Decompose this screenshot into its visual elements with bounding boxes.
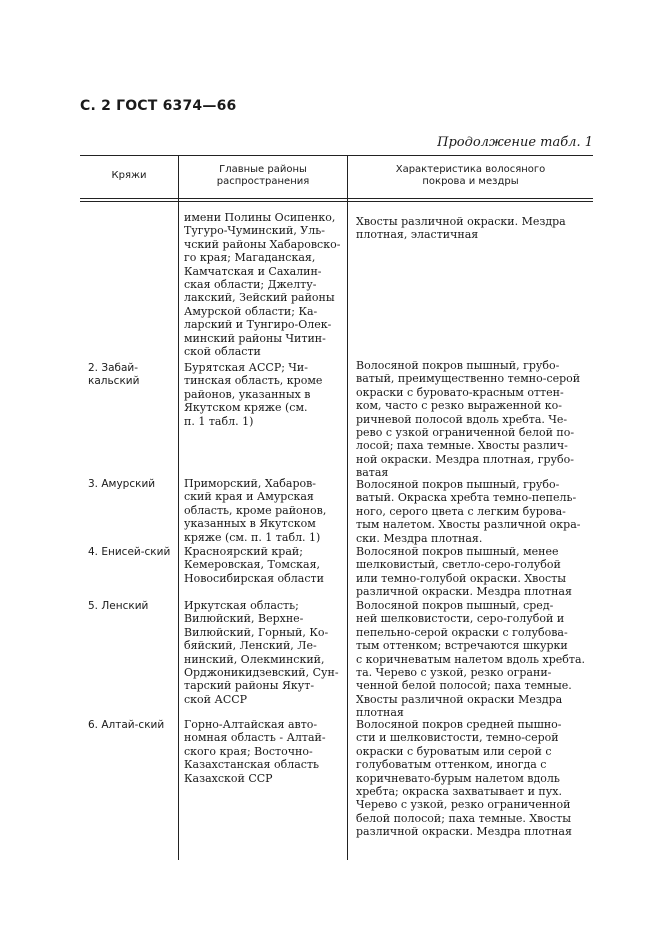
region-name-line: 2. Забай- xyxy=(88,362,139,374)
region-name xyxy=(88,719,176,732)
fur-description-line: различной окраски. Мездра плотная xyxy=(356,585,572,599)
distribution-areas-line: область, кроме районов, xyxy=(184,503,327,517)
fur-description-line: рево с узкой ограниченной белой по- xyxy=(356,426,575,440)
distribution-areas-line: ского края; Восточно- xyxy=(184,744,313,758)
fur-description-line: ватый, преимущественно темно-серой xyxy=(356,372,581,386)
distribution-areas-line: ская области; Джелту- xyxy=(184,278,317,292)
fur-description-line: белой полосой; паха темные. Хвосты xyxy=(356,811,571,825)
distribution-areas-line: го края; Магаданская, xyxy=(184,251,316,265)
distribution-areas-line: Казахской ССР xyxy=(184,771,273,785)
distribution-areas-line: Бурятская АССР; Чи- xyxy=(184,361,308,374)
distribution-areas xyxy=(184,211,344,358)
region-name xyxy=(88,478,176,491)
header-bottom-rule xyxy=(80,198,593,199)
fur-description-line: ной окраски. Мездра плотная, грубо- xyxy=(356,452,574,466)
fur-description-line: Волосяной покров пышный, менее xyxy=(356,545,559,558)
distribution-areas-line: имени Полины Осипенко, xyxy=(184,211,336,224)
distribution-areas-line: ский края и Амурская xyxy=(184,490,314,504)
region-name-line: 4. Енисей- xyxy=(88,546,145,558)
fur-description-line: тым оттенком; встречаются шкурки xyxy=(356,639,568,653)
fur-description-line: плотная, эластичная xyxy=(356,228,479,242)
fur-description-line: с коричневатым налетом вдоль хребта. xyxy=(356,652,586,666)
fur-description-line: Волосяной покров пышный, сред- xyxy=(356,599,554,612)
fur-description-line: различной окраски. Мездра плотная xyxy=(356,825,572,839)
distribution-areas-line: Амурской области; Ка- xyxy=(184,304,318,318)
fur-description-line: та. Черево с узкой, резко ограни- xyxy=(356,666,552,680)
region-name-line: ский xyxy=(138,719,165,731)
distribution-areas-line: Орджоникидзевский, Сун- xyxy=(184,666,339,680)
fur-description-line: Волосяной покров пышный, грубо- xyxy=(356,478,560,491)
distribution-areas-line: Иркутская область; xyxy=(184,599,299,612)
column-header-line: Характеристика волосяного xyxy=(395,164,546,175)
fur-description-line: ватый. Окраска хребта темно-пепель- xyxy=(356,491,577,505)
distribution-areas-line: бяйский, Ленский, Ле- xyxy=(184,639,317,653)
fur-description-line: хребта; окраска захватывает и пух. xyxy=(356,785,562,799)
region-name-line: 3. Амурский xyxy=(88,478,156,490)
distribution-areas-line: Приморский, Хабаров- xyxy=(184,477,317,490)
fur-description-line: или темно-голубой окраски. Хвосты xyxy=(356,571,566,585)
distribution-areas-line: Якутском кряже (см. xyxy=(184,401,308,415)
distribution-areas xyxy=(184,361,344,428)
fur-description-line: ком, часто с резко выраженной ко- xyxy=(356,399,562,413)
distribution-areas xyxy=(184,718,344,785)
region-name-line: 6. Алтай- xyxy=(88,719,139,731)
fur-description xyxy=(356,599,592,720)
fur-description xyxy=(356,215,592,242)
distribution-areas-line: номная область - Алтай- xyxy=(184,731,326,745)
region-name xyxy=(88,600,176,613)
fur-description-line: ней шелковистости, серо-голубой и xyxy=(356,612,565,626)
distribution-areas-line: лакский, Зейский районы xyxy=(184,291,335,305)
distribution-areas-line: ской АССР xyxy=(184,692,248,706)
distribution-areas-line: районов, указанных в xyxy=(184,387,311,401)
fur-description xyxy=(356,545,592,599)
fur-description-line: голубоватым оттенком, иногда с xyxy=(356,758,547,772)
fur-description-line: ски. Мездра плотная. xyxy=(356,531,483,545)
fur-description-line: Хвосты различной окраски. Мездра xyxy=(356,215,566,228)
column-divider-1 xyxy=(178,155,179,860)
distribution-areas-line: Кемеровская, Томская, xyxy=(184,558,321,572)
fur-description-line: Волосяной покров пышный, грубо- xyxy=(356,359,560,372)
fur-description-line: тым налетом. Хвосты различной окра- xyxy=(356,518,581,532)
distribution-areas-line: минский районы Читин- xyxy=(184,331,326,345)
column-header-line: Главные районы xyxy=(219,164,307,175)
fur-description xyxy=(356,478,592,545)
page-header: С. 2 ГОСТ 6374—66 xyxy=(80,98,237,114)
fur-description-line: коричневато-бурым налетом вдоль xyxy=(356,771,560,785)
fur-description-line: лосой; паха темные. Хвосты различ- xyxy=(356,439,568,453)
distribution-areas-line: Тугуро-Чуминский, Уль- xyxy=(184,224,325,238)
distribution-areas-line: Красноярский край; xyxy=(184,545,303,558)
distribution-areas-line: кряже (см. п. 1 табл. 1) xyxy=(184,530,321,544)
distribution-areas xyxy=(184,477,344,544)
fur-description-line: ченной белой полосой; паха темные. xyxy=(356,679,572,693)
region-name xyxy=(88,362,176,388)
fur-description-line: Волосяной покров средней пышно- xyxy=(356,718,562,731)
distribution-areas-line: указанных в Якутском xyxy=(184,517,316,531)
header-main-areas xyxy=(179,164,347,188)
distribution-areas-line: чский районы Хабаровско- xyxy=(184,237,341,251)
distribution-areas-line: Камчатская и Сахалин- xyxy=(184,264,322,278)
distribution-areas-line: Горно-Алтайская авто- xyxy=(184,718,318,731)
fur-description-line: ного, серого цвета с легким бурова- xyxy=(356,504,566,518)
fur-description-line: окраски с буровато-красным оттен- xyxy=(356,385,564,399)
distribution-areas-line: тарский районы Якут- xyxy=(184,679,315,693)
table-continuation-label: Продолжение табл. 1 xyxy=(437,135,593,150)
fur-description-line: Хвосты различной окраски Мездра xyxy=(356,692,563,706)
distribution-areas-line: ской области xyxy=(184,345,261,359)
distribution-areas-line: нинский, Олекминский, xyxy=(184,652,325,666)
fur-description-line: Черево с узкой, резко ограниченной xyxy=(356,798,571,812)
column-header-line: покрова и мездры xyxy=(422,176,519,187)
distribution-areas-line: Вилюйский, Горный, Ко- xyxy=(184,625,329,639)
region-name xyxy=(88,546,176,559)
table-top-rule xyxy=(80,155,593,156)
fur-description-line: пепельно-серой окраски с голубова- xyxy=(356,625,568,639)
table-1 xyxy=(80,155,593,860)
header-kryazhi xyxy=(80,170,178,182)
distribution-areas xyxy=(184,545,344,585)
fur-description xyxy=(356,359,592,480)
distribution-areas-line: тинская область, кроме xyxy=(184,374,323,388)
distribution-areas xyxy=(184,599,344,706)
fur-description-line: плотная xyxy=(356,706,404,720)
column-header-line: распространения xyxy=(216,176,310,187)
header-bottom-rule-second xyxy=(80,201,593,202)
fur-description-line: шелковистый, светло-серо-голубой xyxy=(356,558,561,572)
fur-description-line: ричневой полосой вдоль хребта. Че- xyxy=(356,412,568,426)
distribution-areas-line: Новосибирская области xyxy=(184,571,324,585)
column-divider-2 xyxy=(347,155,348,860)
distribution-areas-line: ларский и Тунгиро-Олек- xyxy=(184,318,332,332)
header-characteristics xyxy=(348,164,593,188)
distribution-areas-line: п. 1 табл. 1) xyxy=(184,414,254,428)
distribution-areas-line: Казахстанская область xyxy=(184,758,320,772)
region-name-line: 5. Ленский xyxy=(88,600,149,612)
fur-description-line: сти и шелковистости, темно-серой xyxy=(356,731,559,745)
fur-description-line: ватая xyxy=(356,466,389,480)
distribution-areas-line: Вилюйский, Верхне- xyxy=(184,612,304,626)
fur-description xyxy=(356,718,592,839)
region-name-line: кальский xyxy=(88,375,140,387)
column-header-line: Кряжи xyxy=(111,170,147,181)
fur-description-line: окраски с буроватым или серой с xyxy=(356,744,552,758)
region-name-line: ский xyxy=(144,546,171,558)
